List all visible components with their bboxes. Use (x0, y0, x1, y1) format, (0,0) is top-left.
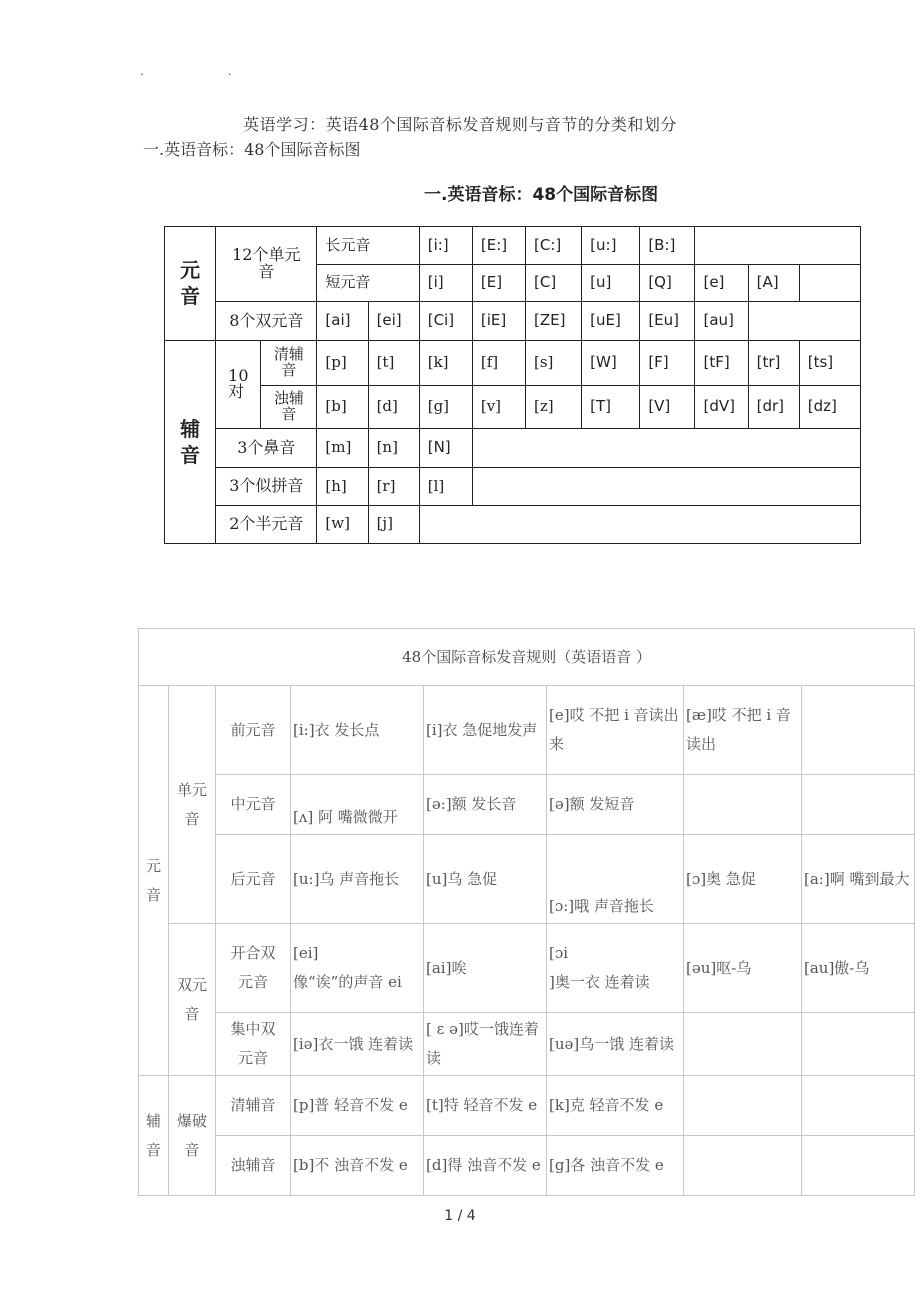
rule-cell: [ ɛ ə]哎一饿连着读 (424, 1013, 547, 1076)
empty-cell (419, 505, 860, 543)
ipa-symbol: [r] (368, 468, 419, 505)
diphthong-group-label: 双元 音 (169, 924, 216, 1076)
pronunciation-rules-table (138, 628, 915, 1196)
ipa-symbol: [tF] (695, 340, 748, 385)
ipa-symbol: [Q] (640, 265, 695, 302)
lateral-label: 3个似拼音 (216, 468, 317, 505)
ipa-symbol: [ei] (368, 302, 419, 340)
header-dot: . (227, 64, 232, 78)
rules-caption: 48个国际音标发音规则（英语语音 ） (139, 629, 915, 686)
ipa-symbol: [m] (317, 429, 368, 468)
empty-cell (802, 686, 915, 775)
rule-cell: [u:]乌 声音拖长 (291, 835, 424, 924)
ipa-symbol: [g] (419, 385, 472, 428)
ipa-symbol: [w] (317, 505, 368, 543)
ipa-symbol: [ai] (317, 302, 368, 340)
front-vowel-label: 前元音 (216, 686, 291, 775)
empty-cell (802, 1013, 915, 1076)
ipa-symbol: [dV] (695, 385, 748, 428)
ipa-symbol: [Ci] (419, 302, 472, 340)
centering-diphthong-label: 集中双 元音 (216, 1013, 291, 1076)
ipa-symbol: [tr] (748, 340, 799, 385)
ipa-symbol: [d] (368, 385, 419, 428)
rule-cell: [ɔi ]奥一衣 连着读 (547, 924, 684, 1013)
ipa-symbol: [e] (695, 265, 748, 302)
ipa-chart-table (164, 226, 861, 544)
empty-cell (684, 1136, 802, 1196)
page-number: 1 / 4 (444, 1208, 476, 1224)
header-dots (140, 64, 316, 78)
ipa-symbol: [dr] (748, 385, 799, 428)
voiced-label: 浊辅 音 (261, 385, 317, 428)
rule-cell: [ɔ:]哦 声音拖长 (547, 835, 684, 924)
ipa-symbol: [C] (526, 265, 582, 302)
header-dot: . (140, 64, 144, 78)
rule-cell: [ə]额 发短音 (547, 775, 684, 835)
ipa-symbol: [E] (472, 265, 525, 302)
rule-cell: [d]得 浊音不发 e (424, 1136, 547, 1196)
ipa-symbol: [A] (748, 265, 799, 302)
rule-cell: [e]哎 不把 i 音读出来 (547, 686, 684, 775)
ipa-symbol: [s] (526, 340, 582, 385)
vowel-group-label: 元 音 (139, 686, 169, 1076)
ipa-symbol: [i] (419, 265, 472, 302)
ipa-symbol: [u] (582, 265, 640, 302)
rule-cell: [ai]唉 (424, 924, 547, 1013)
empty-cell (472, 429, 860, 468)
rule-cell: [g]各 浊音不发 e (547, 1136, 684, 1196)
empty-cell (802, 1076, 915, 1136)
monophthong-group-label: 单元 音 (169, 686, 216, 924)
voiceless-consonant-label: 清辅音 (216, 1076, 291, 1136)
ipa-symbol: [u:] (582, 227, 640, 265)
ipa-symbol: [F] (640, 340, 695, 385)
ipa-symbol: [p] (317, 340, 368, 385)
ipa-symbol: [B:] (640, 227, 695, 265)
rule-cell: [i:]衣 发长点 (291, 686, 424, 775)
ipa-symbol: [N] (419, 429, 472, 468)
empty-cell (684, 1013, 802, 1076)
rule-cell: [b]不 浊音不发 e (291, 1136, 424, 1196)
ipa-symbol: [dz] (799, 385, 860, 428)
rule-cell: [uə]乌一饿 连着读 (547, 1013, 684, 1076)
short-vowel-label: 短元音 (317, 265, 419, 302)
voiceless-label: 清辅 音 (261, 340, 317, 385)
ipa-symbol: [uE] (582, 302, 640, 340)
rule-cell: [au]傲-乌 (802, 924, 915, 1013)
section-heading: 一.英语音标：48个国际音标图 (143, 140, 361, 159)
rule-cell: [ʌ] 阿 嘴微微开 (291, 775, 424, 835)
ipa-symbol: [W] (582, 340, 640, 385)
ipa-symbol: [V] (640, 385, 695, 428)
vowels-label: 元 音 (165, 227, 216, 341)
document-title: 英语学习：英语48个国际音标发音规则与音节的分类和划分 (243, 115, 677, 134)
consonants-label: 辅 音 (165, 340, 216, 543)
open-diphthong-label: 开合双 元音 (216, 924, 291, 1013)
ipa-symbol: [T] (582, 385, 640, 428)
rule-cell: [əu]呕-乌 (684, 924, 802, 1013)
back-vowel-label: 后元音 (216, 835, 291, 924)
rule-cell: [t]特 轻音不发 e (424, 1076, 547, 1136)
ipa-symbol: [ts] (799, 340, 860, 385)
ipa-symbol: [au] (695, 302, 748, 340)
ipa-symbol: [v] (472, 385, 525, 428)
ipa-symbol: [z] (526, 385, 582, 428)
rule-cell: [ei] 像“诶”的声音 ei (291, 924, 424, 1013)
empty-cell (695, 227, 861, 265)
empty-cell (684, 1076, 802, 1136)
ipa-symbol: [k] (419, 340, 472, 385)
ipa-symbol: [C:] (526, 227, 582, 265)
ipa-symbol: [b] (317, 385, 368, 428)
rule-cell: [ɔ]奥 急促 (684, 835, 802, 924)
ipa-symbol: [E:] (472, 227, 525, 265)
plosive-group-label: 爆破 音 (169, 1076, 216, 1196)
ipa-symbol: [ZE] (526, 302, 582, 340)
empty-cell (748, 302, 860, 340)
rule-cell: [p]普 轻音不发 e (291, 1076, 424, 1136)
rule-cell: [k]克 轻音不发 e (547, 1076, 684, 1136)
rule-cell: [iə]衣一饿 连着读 (291, 1013, 424, 1076)
empty-cell (799, 265, 860, 302)
rule-cell: [æ]哎 不把 i 音读出 (684, 686, 802, 775)
consonant-group-label: 辅 音 (139, 1076, 169, 1196)
nasal-label: 3个鼻音 (216, 429, 317, 468)
ipa-symbol: [iE] (472, 302, 525, 340)
ipa-symbol: [f] (472, 340, 525, 385)
ipa-symbol: [n] (368, 429, 419, 468)
pairs-label: 10 对 (216, 340, 261, 429)
rule-cell: [u]乌 急促 (424, 835, 547, 924)
monophthong-label: 12个单元 音 (216, 227, 317, 302)
rule-cell: [ə:]额 发长音 (424, 775, 547, 835)
ipa-symbol: [Eu] (640, 302, 695, 340)
ipa-symbol: [h] (317, 468, 368, 505)
empty-cell (802, 775, 915, 835)
semivowel-label: 2个半元音 (216, 505, 317, 543)
ipa-symbol: [t] (368, 340, 419, 385)
diphthong-label: 8个双元音 (216, 302, 317, 340)
rule-cell: [a:]啊 嘴到最大 (802, 835, 915, 924)
central-vowel-label: 中元音 (216, 775, 291, 835)
empty-cell (802, 1136, 915, 1196)
empty-cell (684, 775, 802, 835)
empty-cell (472, 468, 860, 505)
voiced-consonant-label: 浊辅音 (216, 1136, 291, 1196)
ipa-symbol: [j] (368, 505, 419, 543)
rule-cell: [i]衣 急促地发声 (424, 686, 547, 775)
long-vowel-label: 长元音 (317, 227, 419, 265)
ipa-symbol: [l] (419, 468, 472, 505)
ipa-symbol: [i:] (419, 227, 472, 265)
ipa-chart-title: 一.英语音标：48个国际音标图 (424, 185, 659, 205)
